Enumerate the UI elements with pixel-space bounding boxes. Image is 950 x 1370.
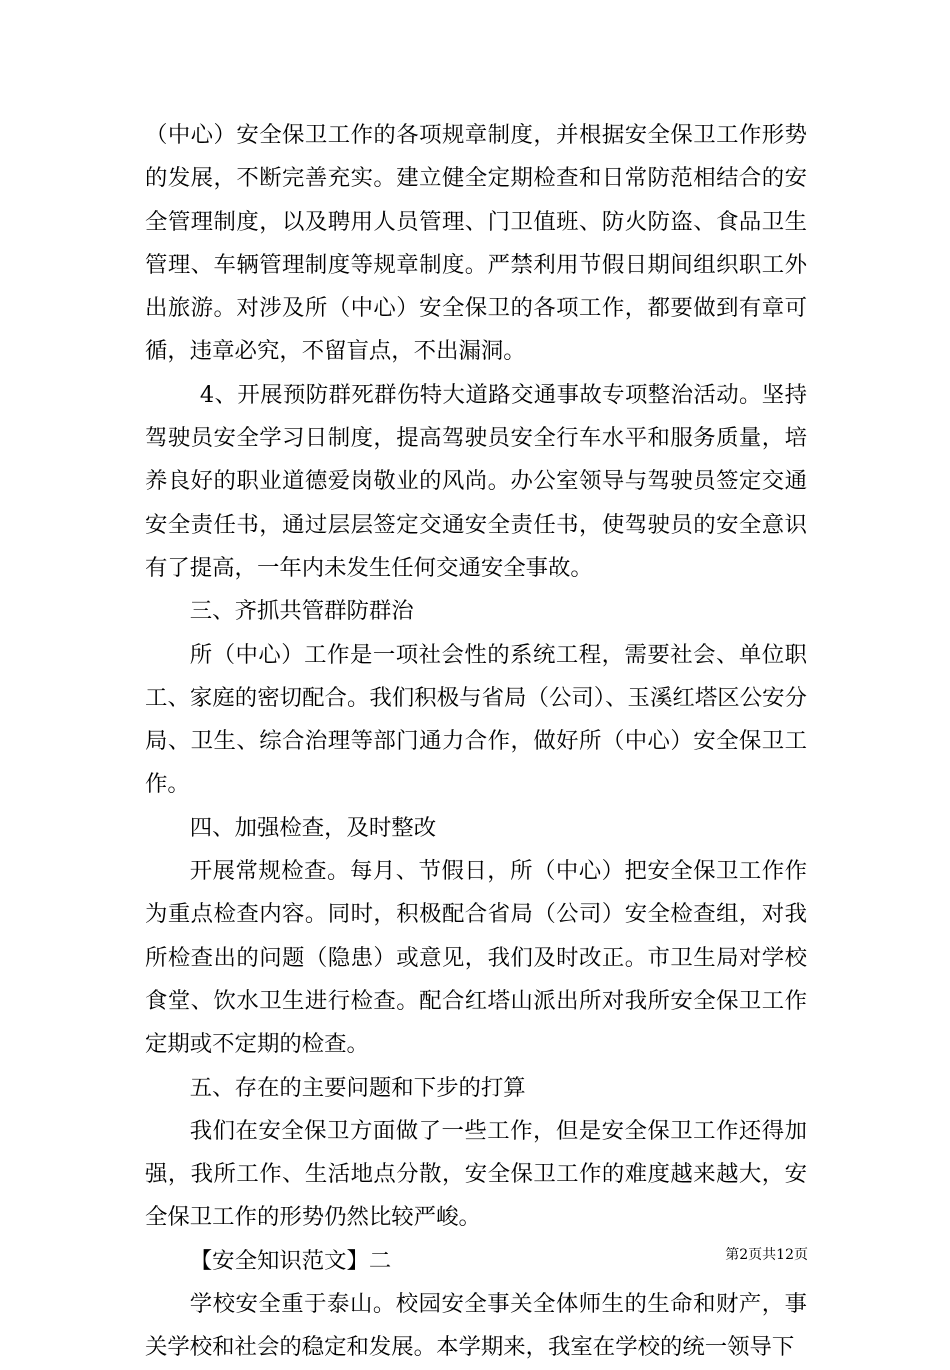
paragraph-section-5: 我们在安全保卫方面做了一些工作，但是安全保卫工作还得加强，我所工作、生活地点分散，安全保卫工作的难度越来越大，安全保卫工作的形势仍然比较严峻。 bbox=[145, 1117, 807, 1231]
paragraph-section-3: 所（中心）工作是一项社会性的系统工程，需要社会、单位职工、家庭的密切配合。我们积极与省局（公司）、玉溪红塔区公安分局、卫生、综合治理等部门通力合作，做好所（中心）安全保卫工作。 bbox=[145, 641, 807, 798]
paragraph-continuation: （中心）安全保卫工作的各项规章制度，并根据安全保卫工作形势的发展，不断完善充实。建立健全定期检查和日常防范相结合的安全管理制度，以及聘用人员管理、门卫值班、防火防盗、食品卫生管理、车辆管理制度等规章制度。严禁利用节假日期间组织职工外出旅游。对涉及所（中心）安全保卫的各项工作，都要做到有章可循，违章必究，不留盲点，不出漏洞。 bbox=[145, 122, 807, 365]
section-heading-5: 五、存在的主要问题和下步的打算 bbox=[189, 1074, 526, 1101]
paragraph-item-4: 4、开展预防群死群伤特大道路交通事故专项整治活动。坚持驾驶员安全学习日制度，提高驾驶员安全行车水平和服务质量，培养良好的职业道德爱岗敬业的风尚。办公室领导与驾驶员签定交通安全责任书，通过层层签定交通安全责任书，使驾驶员的安全意识有了提高，一年内未发生任何交通安全事故。 bbox=[145, 381, 807, 581]
subtitle-sample-2: 【安全知识范文】二 bbox=[189, 1247, 392, 1274]
section-heading-4: 四、加强检查，及时整改 bbox=[189, 814, 437, 841]
section-heading-3: 三、齐抓共管群防群治 bbox=[189, 598, 414, 625]
page-number: 第2页共12页 bbox=[725, 1247, 808, 1263]
document-body bbox=[145, 114, 807, 1370]
paragraph-sample-2: 学校安全重于泰山。校园安全事关全体师生的生命和财产，事关学校和社会的稳定和发展。本学期来，我室在学校的统一领导下 bbox=[145, 1291, 807, 1361]
paragraph-section-4: 开展常规检查。每月、节假日，所（中心）把安全保卫工作作为重点检查内容。同时，积极配合省局（公司）安全检查组，对我所检查出的问题（隐患）或意见，我们及时改正。市卫生局对学校食堂、饮水卫生进行检查。配合红塔山派出所对我所安全保卫工作定期或不定期的检查。 bbox=[145, 858, 807, 1058]
